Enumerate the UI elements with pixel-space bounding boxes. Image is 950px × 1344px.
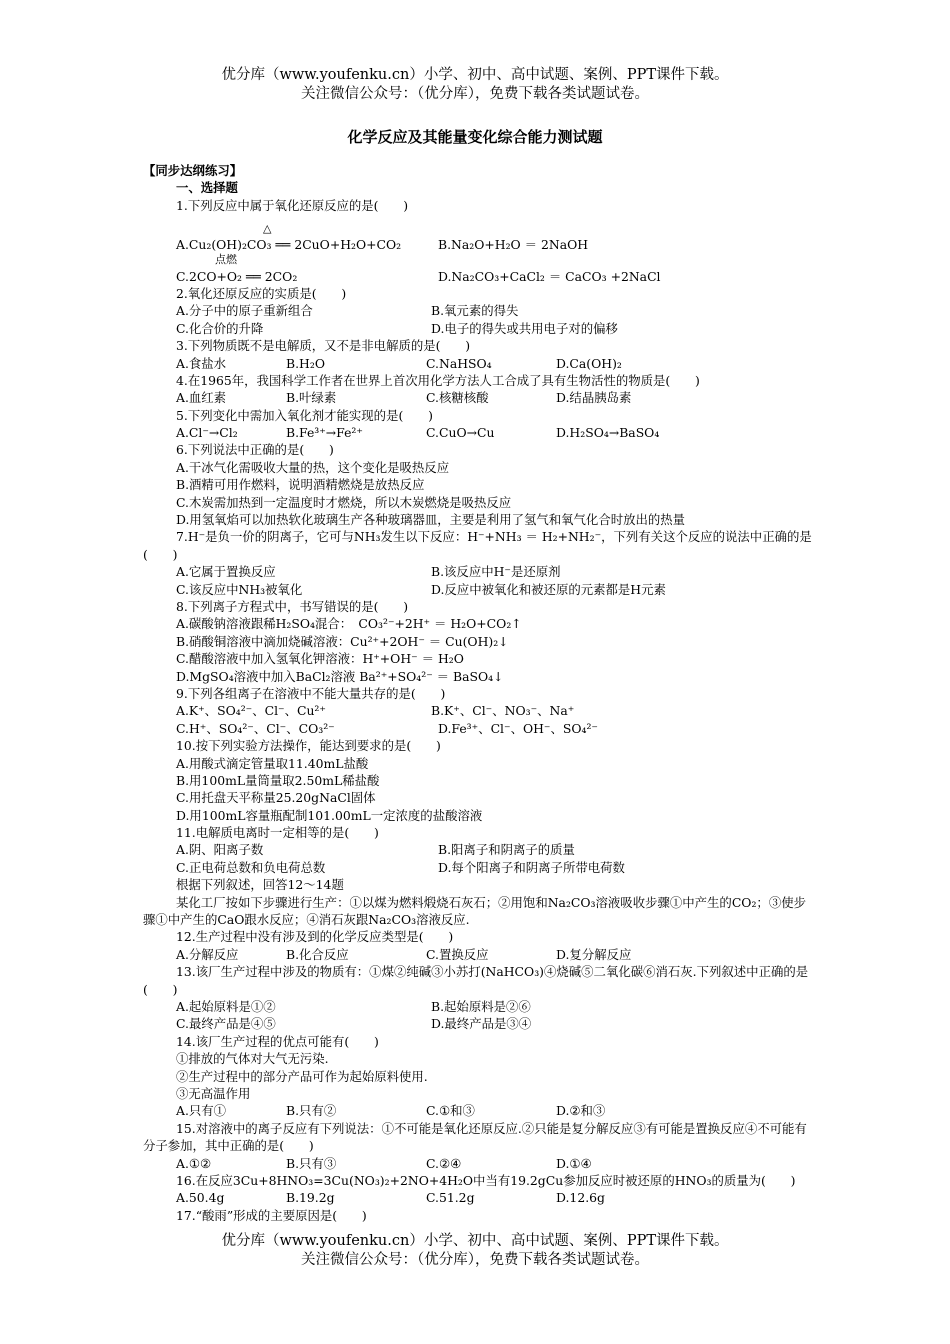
- page-footer: [0, 1232, 950, 1270]
- q14-statement-3: ③无高温作用: [176, 1086, 251, 1102]
- q9-option-d: D.Fe³⁺、Cl⁻、OH⁻、SO₄²⁻: [438, 720, 598, 736]
- q5-option-a: A.Cl⁻→Cl₂: [176, 425, 238, 441]
- q10-option-b: B.用100mL量筒量取2.50mL稀盐酸: [176, 772, 380, 788]
- q9-stem: 9.下列各组离子在溶液中不能大量共存的是( ): [176, 685, 446, 701]
- q8-option-b: B.硝酸铜溶液中滴加烧碱溶液：Cu²⁺+2OH⁻ ＝ Cu(OH)₂↓: [176, 633, 509, 649]
- q7-option-b: B.该反应中H⁻是还原剂: [431, 564, 561, 580]
- q2-option-a: A.分子中的原子重新组合: [176, 303, 313, 319]
- q16-option-b: B.19.2g: [286, 1190, 335, 1206]
- q7-option-c: C.该反应中NH₃被氧化: [176, 581, 303, 597]
- q12-14-intro: 根据下列叙述，回答12～14题: [176, 877, 344, 893]
- q1-option-d: D.Na₂CO₃+CaCl₂ ＝ CaCO₃ +2NaCl: [438, 268, 661, 284]
- q1-a-condition: △: [263, 222, 272, 236]
- q4-option-b: B.叶绿素: [286, 390, 337, 406]
- q1-option-b: B.Na₂O+H₂O ＝ 2NaOH: [438, 237, 589, 253]
- q11-option-b: B.阳离子和阴离子的质量: [438, 842, 575, 858]
- q11-stem: 11.电解质电离时一定相等的是( ): [176, 825, 379, 841]
- q5-stem: 5.下列变化中需加入氧化剂才能实现的是( ): [176, 407, 433, 423]
- q9-option-c: C.H⁺、SO₄²⁻、Cl⁻、CO₃²⁻: [176, 720, 335, 736]
- q6-option-b: B.酒精可用作燃料，说明酒精燃烧是放热反应: [176, 477, 425, 493]
- q12-option-b: B.化合反应: [286, 946, 349, 962]
- q6-option-a: A.干冰气化需吸收大量的热，这个变化是吸热反应: [176, 459, 450, 475]
- subsection-heading: 一、选择题: [176, 180, 238, 196]
- q12-stem: 12.生产过程中没有涉及到的化学反应类型是( ): [176, 929, 454, 945]
- q13-option-d: D.最终产品是③④: [431, 1016, 532, 1032]
- q7-stem: 7.H⁻是负一价的阴离子，它可与NH₃发生以下反应：H⁻+NH₃ ＝ H₂+NH₂⁻，下列有关这个反应的说法中正确的是( ): [143, 529, 812, 562]
- q14-option-b: B.只有②: [286, 1103, 337, 1119]
- q3-option-c: C.NaHSO₄: [426, 355, 492, 371]
- q1-option-c: C.2CO+O₂ ══ 2CO₂: [176, 268, 298, 284]
- q10-stem: 10.按下列实验方法操作，能达到要求的是( ): [176, 738, 441, 754]
- q5-option-d: D.H₂SO₄→BaSO₄: [556, 425, 660, 441]
- q14-option-c: C.①和③: [426, 1103, 475, 1119]
- q6-option-c: C.木炭需加热到一定温度时才燃烧，所以木炭燃烧是吸热反应: [176, 494, 512, 510]
- q6-option-d: D.用氢氧焰可以加热软化玻璃生产各种玻璃器皿，主要是利用了氢气和氧气化合时放出的热量: [176, 512, 686, 528]
- q3-option-b: B.H₂O: [286, 355, 325, 371]
- footer-line-2: 关注微信公众号：（优分库），免费下载各类试题试卷。: [301, 1252, 649, 1268]
- q11-option-c: C.正电荷总数和负电荷总数: [176, 859, 326, 875]
- q10-option-c: C.用托盘天平称量25.20gNaCl固体: [176, 790, 376, 806]
- q3-option-d: D.Ca(OH)₂: [556, 355, 622, 371]
- q4-option-c: C.核糖核酸: [426, 390, 489, 406]
- q1-stem: 1.下列反应中属于氧化还原反应的是( ): [176, 197, 409, 213]
- q13-option-c: C.最终产品是④⑤: [176, 1016, 276, 1032]
- q3-stem: 3.下列物质既不是电解质，又不是非电解质的是( ): [176, 338, 471, 354]
- q15-option-b: B.只有③: [286, 1155, 337, 1171]
- q13-option-b: B.起始原料是②⑥: [431, 999, 531, 1015]
- q2-option-b: B.氧元素的得失: [431, 303, 519, 319]
- q15-stem: 15.对溶液中的离子反应有下列说法：①不可能是氧化还原反应.②只能是复分解反应③有可能是置换反应④不可能有分子参加，其中正确的是( ): [143, 1120, 807, 1154]
- q4-stem: 4.在1965年，我国科学工作者在世界上首次用化学方法人工合成了具有生物活性的物质是( ): [176, 372, 700, 388]
- q6-stem: 6.下列说法中正确的是( ): [176, 442, 334, 458]
- q16-option-a: A.50.4g: [176, 1190, 225, 1206]
- q8-option-c: C.醋酸溶液中加入氢氧化钾溶液：H⁺+OH⁻ ＝ H₂O: [176, 651, 464, 667]
- q11-option-d: D.每个阳离子和阴离子所带电荷数: [438, 859, 625, 875]
- document-body: [143, 162, 815, 1224]
- q15-option-c: C.②④: [426, 1155, 462, 1171]
- q7-option-d: D.反应中被氧化和被还原的元素都是H元素: [431, 581, 666, 597]
- q4-option-a: A.血红素: [176, 390, 227, 406]
- q1-option-a: A.Cu₂(OH)₂CO₃ ══ 2CuO+H₂O+CO₂: [176, 237, 402, 253]
- q14-stem: 14.该厂生产过程的优点可能有( ): [176, 1033, 379, 1049]
- q12-option-c: C.置换反应: [426, 946, 489, 962]
- q2-stem: 2.氧化还原反应的实质是( ): [176, 285, 347, 301]
- header-line-1: 优分库（www.youfenku.cn）小学、初中、高中试题、案例、PPT课件下载。: [221, 67, 729, 83]
- q10-option-d: D.用100mL容量瓶配制101.00mL一定浓度的盐酸溶液: [176, 807, 483, 823]
- q13-option-a: A.起始原料是①②: [176, 999, 276, 1015]
- q15-option-d: D.①④: [556, 1155, 592, 1171]
- q8-option-d: D.MgSO₄溶液中加入BaCl₂溶液 Ba²⁺+SO₄²⁻ ＝ BaSO₄↓: [176, 668, 504, 684]
- q8-stem: 8.下列离子方程式中，书写错误的是( ): [176, 599, 409, 615]
- q2-option-c: C.化合价的升降: [176, 320, 264, 336]
- footer-line-1: 优分库（www.youfenku.cn）小学、初中、高中试题、案例、PPT课件下载。: [221, 1233, 729, 1249]
- q14-option-d: D.②和③: [556, 1103, 606, 1119]
- q2-option-d: D.电子的得失或共用电子对的偏移: [431, 320, 618, 336]
- header-line-2: 关注微信公众号：（优分库），免费下载各类试题试卷。: [301, 86, 649, 102]
- q14-statement-1: ①排放的气体对大气无污染.: [176, 1051, 329, 1067]
- q14-option-a: A.只有①: [176, 1103, 227, 1119]
- q11-option-a: A.阴、阳离子数: [176, 842, 264, 858]
- q8-option-a: A.碳酸钠溶液跟稀H₂SO₄混合： CO₃²⁻+2H⁺ ＝ H₂O+CO₂↑: [176, 616, 522, 632]
- section-heading: 【同步达纲练习】: [143, 163, 243, 178]
- page-header: [0, 66, 950, 104]
- q12-option-a: A.分解反应: [176, 946, 239, 962]
- q9-option-a: A.K⁺、SO₄²⁻、Cl⁻、Cu²⁺: [176, 703, 326, 719]
- q16-option-d: D.12.6g: [556, 1190, 605, 1206]
- q15-option-a: A.①②: [176, 1155, 212, 1171]
- q13-stem: 13.该厂生产过程中涉及的物质有：①煤②纯碱③小苏打(NaHCO₃)④烧碱⑤二氧化碳⑥消石灰.下列叙述中正确的是( ): [143, 964, 809, 997]
- q9-option-b: B.K⁺、Cl⁻、NO₃⁻、Na⁺: [431, 703, 575, 719]
- q12-option-d: D.复分解反应: [556, 946, 632, 962]
- q7-option-a: A.它属于置换反应: [176, 564, 276, 580]
- factory-passage: 某化工厂按如下步骤进行生产：①以煤为燃料煅烧石灰石；②用饱和Na₂CO₃溶液吸收步骤①中产生的CO₂；③使步骤①中产生的CaO跟水反应；④消石灰跟Na₂CO₃溶液反应.: [143, 894, 806, 928]
- q16-option-c: C.51.2g: [426, 1190, 475, 1206]
- q3-option-a: A.食盐水: [176, 355, 227, 371]
- page-title: 化学反应及其能量变化综合能力测试题: [347, 128, 603, 146]
- q14-statement-2: ②生产过程中的部分产品可作为起始原料使用.: [176, 1068, 428, 1084]
- q10-option-a: A.用酸式滴定管量取11.40mL盐酸: [176, 755, 369, 771]
- q5-option-c: C.CuO→Cu: [426, 425, 495, 441]
- q5-option-b: B.Fe³⁺→Fe²⁺: [286, 425, 363, 441]
- q4-option-d: D.结晶胰岛素: [556, 390, 632, 406]
- q17-stem: 17.“酸雨”形成的主要原因是( ): [176, 1207, 367, 1223]
- q1-c-condition: 点燃: [215, 252, 237, 266]
- q16-stem: 16.在反应3Cu+8HNO₃=3Cu(NO₃)₂+2NO+4H₂O中当有19.2gCu参加反应时被还原的HNO₃的质量为( ): [176, 1173, 796, 1188]
